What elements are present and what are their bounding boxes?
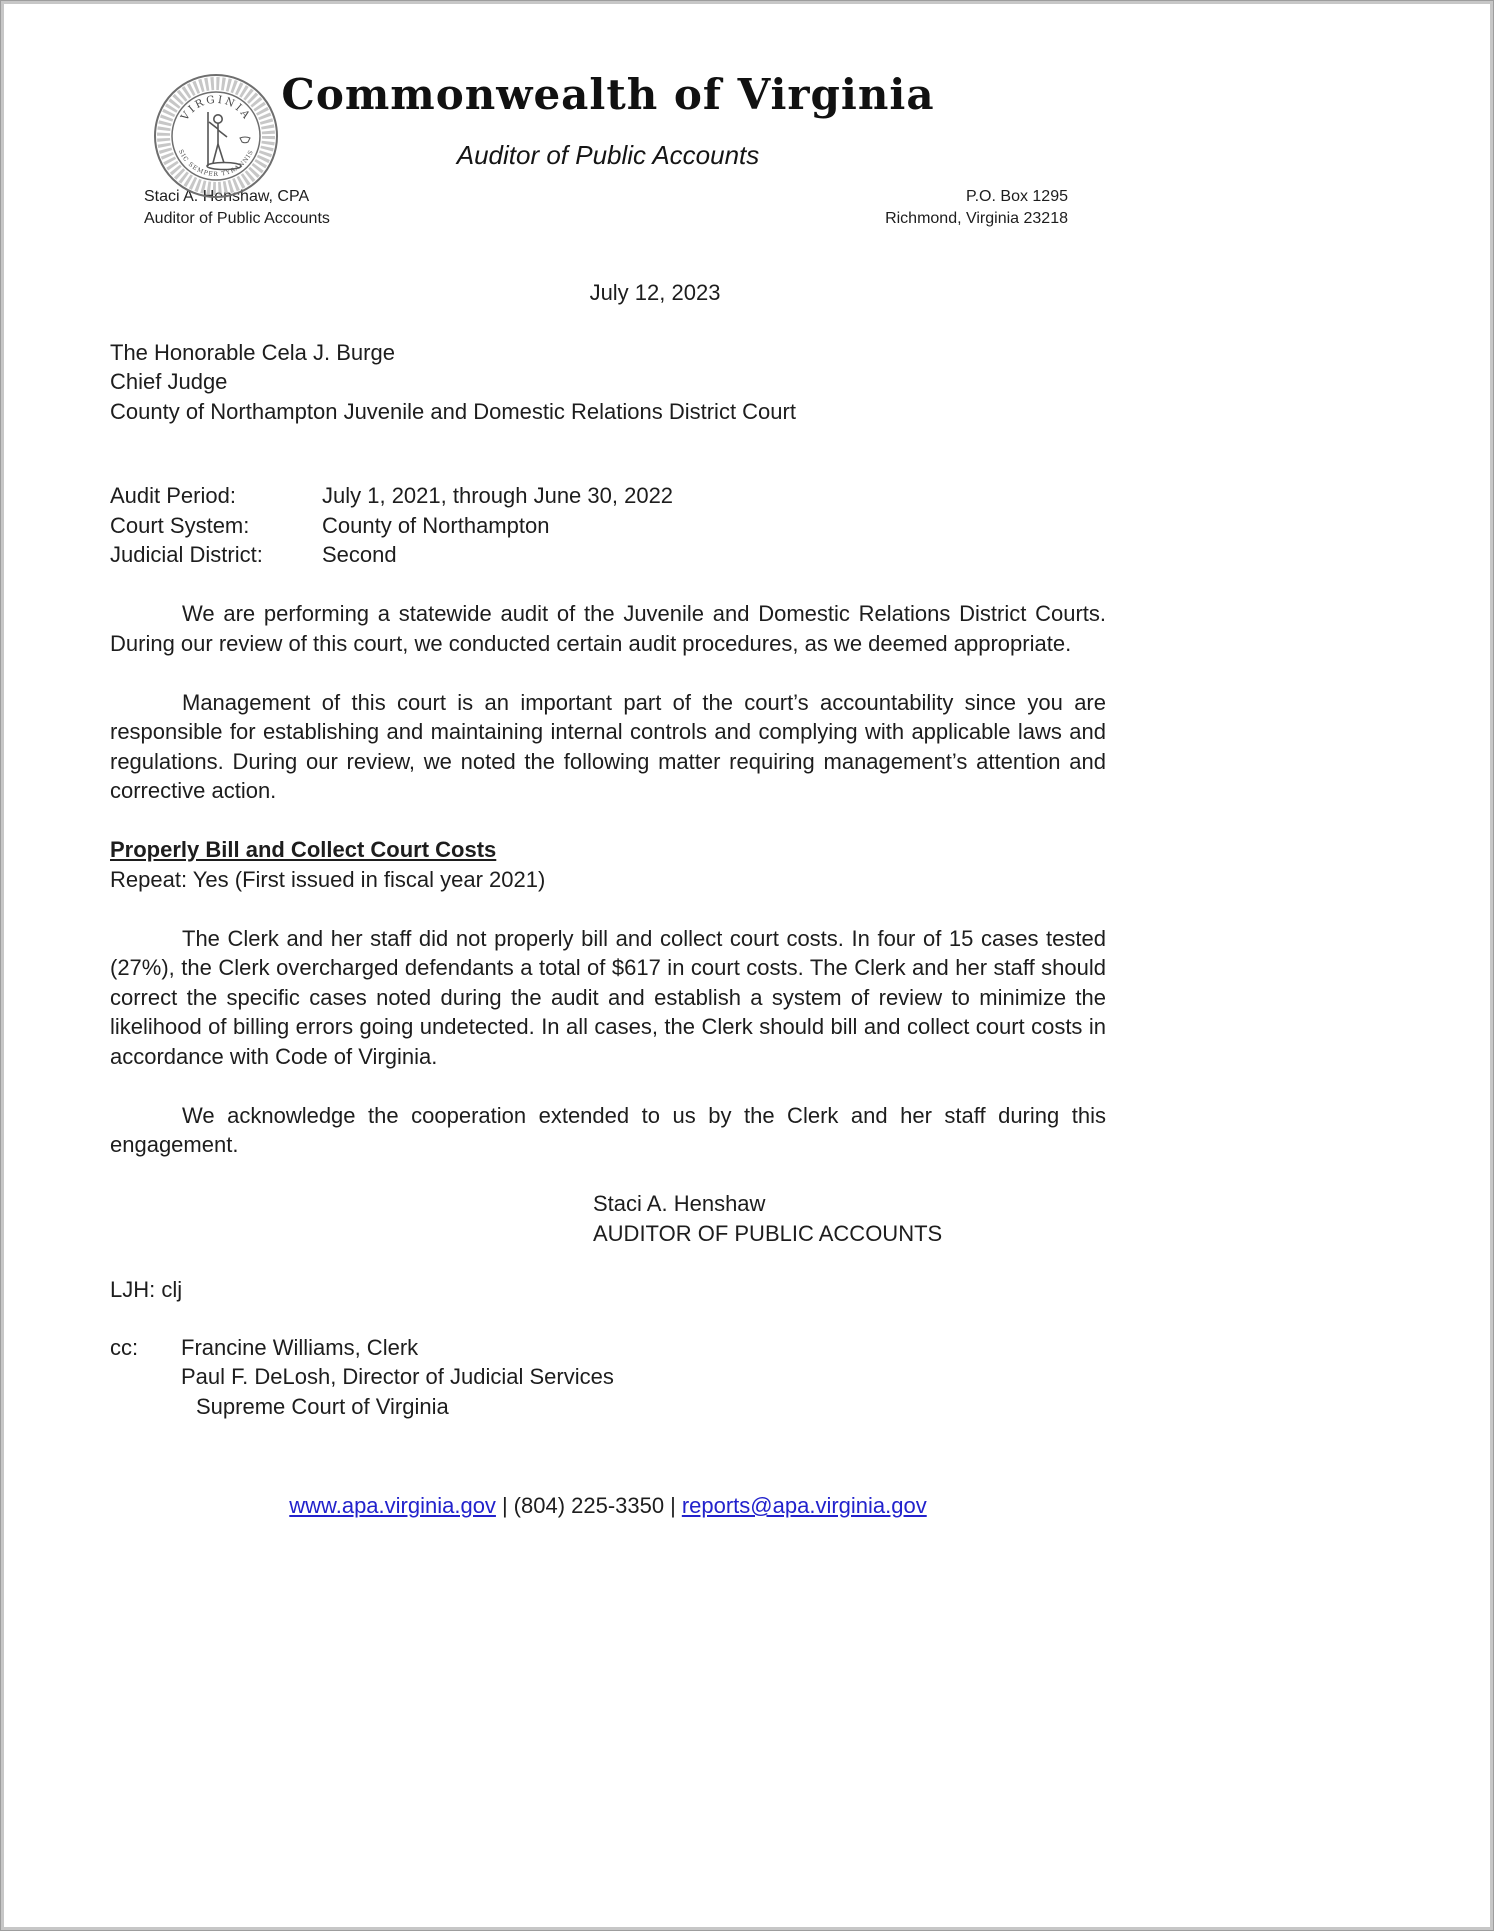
finding-repeat-line: Repeat: Yes (First issued in fiscal year 2021) — [110, 866, 546, 892]
judicial-district-value: Second — [322, 542, 397, 567]
seal-top-text: VIRGINIA — [178, 93, 254, 123]
cc-entry: Supreme Court of Virginia — [196, 1393, 449, 1419]
email-link[interactable]: reports@apa.virginia.gov — [681, 1493, 927, 1518]
address-line-1: P.O. Box 1295 — [966, 188, 1068, 205]
court-system-label: Court System: — [110, 512, 250, 538]
addressee-title: Chief Judge — [110, 369, 228, 394]
website-link[interactable]: www.apa.virginia.gov — [289, 1493, 496, 1518]
finding-paragraph: The Clerk and her staff did not properly bill and collect court costs. In four of 15 cases tested (27%), the Clerk overcharged defendants a total of $617 in court costs. The Clerk and her staff should correct the specific cases noted during the audit and establish a system of review to minimize the likelihood of billing errors going undetected. In all cases, the Clerk should bill and collect court costs in accordance with Code of Virginia. — [110, 925, 1106, 1069]
letter-content — [4, 70, 1490, 1521]
signature-block — [593, 1189, 1106, 1248]
judicial-district-label: Judicial District: — [110, 542, 263, 567]
cc-entry: Paul F. DeLosh, Director of Judicial Services — [181, 1364, 614, 1389]
org-title: Commonwealth of Virginia — [281, 70, 935, 119]
body-paragraph-1: We are performing a statewide audit of the Juvenile and Domestic Relations District Courts. During our review of this court, we conducted certain audit procedures, as we deemed appropriate. — [110, 601, 1106, 656]
court-system-value: County of Northampton — [322, 512, 550, 538]
reference-initials: LJH: clj — [110, 1277, 183, 1302]
official-name: Staci A. Henshaw, CPA — [144, 188, 310, 205]
virginia-state-seal-icon — [152, 72, 280, 200]
official-title: Auditor of Public Accounts — [144, 210, 330, 227]
audit-info-row — [110, 511, 1106, 541]
letterhead — [110, 70, 1106, 230]
footer-separator: | — [670, 1493, 676, 1518]
addressee-court: County of Northampton Juvenile and Domestic Relations District Court — [110, 398, 796, 424]
cc-label: cc: — [110, 1334, 139, 1360]
seal-svg — [152, 72, 280, 200]
signature-title: AUDITOR OF PUBLIC ACCOUNTS — [593, 1220, 943, 1246]
audit-period-label: Audit Period: — [110, 483, 236, 508]
footer-separator: | — [501, 1493, 508, 1518]
address-block — [885, 186, 1068, 230]
audit-period-value: July 1, 2021, through June 30, 2022 — [322, 483, 674, 508]
closing-paragraph: We acknowledge the cooperation extended to us by the Clerk and her staff during this engagement. — [110, 1102, 1106, 1157]
audit-info-row — [110, 481, 1106, 511]
body-paragraph-2: Management of this court is an important part of the court’s accountability since you are responsible for establishing and maintaining internal controls and complying with applicable laws and regulations. During our review, we noted the following matter requiring management’s attention and corrective action. — [110, 689, 1106, 803]
cc-entries — [181, 1333, 614, 1422]
address-line-2: Richmond, Virginia 23218 — [885, 210, 1068, 227]
cc-entry: Francine Williams, Clerk — [181, 1334, 419, 1360]
signature-name: Staci A. Henshaw — [593, 1191, 766, 1216]
org-subtitle: Auditor of Public Accounts — [456, 140, 760, 170]
cc-block — [110, 1333, 1106, 1422]
seal-bottom-text: SIC SEMPER TYRANNIS — [176, 148, 256, 179]
audit-info-block — [110, 481, 1106, 570]
footer-contact-line — [110, 1491, 1106, 1521]
addressee-block — [110, 338, 1106, 427]
phone-number: (804) 225-3350 — [513, 1493, 665, 1518]
audit-info-row — [110, 540, 1106, 570]
finding-heading: Properly Bill and Collect Court Costs — [110, 837, 497, 862]
letter-date: July 12, 2023 — [589, 280, 721, 305]
addressee-name: The Honorable Cela J. Burge — [110, 339, 395, 365]
date-line — [110, 278, 1106, 308]
